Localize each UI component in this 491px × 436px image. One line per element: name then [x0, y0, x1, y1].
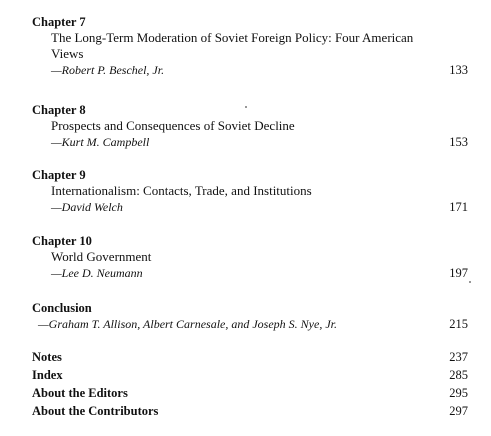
- back-matter-page-number: 297: [449, 404, 468, 418]
- toc-entry-chapter-10: [32, 233, 468, 282]
- chapter-title: Prospects and Consequences of Soviet Decline: [51, 118, 295, 133]
- back-matter-item-about-the-contributors: [32, 402, 468, 420]
- toc-entry-chapter-7: [32, 14, 468, 79]
- chapter-label: Chapter 10: [32, 234, 92, 248]
- back-matter-list: [32, 348, 468, 420]
- chapter-author: —Kurt M. Campbell: [51, 135, 150, 149]
- back-matter-item-about-the-editors: [32, 384, 468, 402]
- toc-entry-conclusion: [32, 300, 468, 333]
- chapter-author-row: [32, 316, 468, 333]
- chapter-label: Conclusion: [32, 301, 92, 315]
- scan-speck: [469, 281, 471, 283]
- chapter-label: Chapter 7: [32, 15, 86, 29]
- chapter-label: Chapter 8: [32, 103, 86, 117]
- back-matter-page-number: 285: [449, 368, 468, 382]
- chapter-author-row: [32, 265, 468, 282]
- chapter-author-row: [32, 134, 468, 151]
- back-matter-label: About the Editors: [32, 386, 128, 400]
- chapter-label: Chapter 9: [32, 168, 86, 182]
- chapter-page-number: 197: [449, 266, 468, 280]
- chapter-page-number: 215: [449, 317, 468, 331]
- chapter-author: —Robert P. Beschel, Jr.: [51, 63, 165, 77]
- chapter-title: World Government: [51, 249, 152, 264]
- chapter-author: —Lee D. Neumann: [51, 266, 143, 280]
- back-matter-item-index: [32, 366, 468, 384]
- back-matter-page-number: 295: [449, 386, 468, 400]
- back-matter-label: About the Contributors: [32, 404, 159, 418]
- chapter-page-number: 133: [449, 63, 468, 77]
- chapter-author: —Graham T. Allison, Albert Carnesale, and Joseph S. Nye, Jr.: [38, 317, 337, 331]
- toc-entry-chapter-8: [32, 102, 468, 151]
- chapter-page-number: 153: [449, 135, 468, 149]
- chapter-author: —David Welch: [51, 200, 123, 214]
- back-matter-page-number: 237: [449, 350, 468, 364]
- chapter-title: Internationalism: Contacts, Trade, and Institutions: [51, 183, 312, 198]
- chapter-title: The Long-Term Moderation of Soviet Foreign Policy: Four American Views: [51, 30, 414, 61]
- back-matter-label: Notes: [32, 350, 62, 364]
- chapter-author-row: [32, 62, 468, 79]
- chapter-author-row: [32, 199, 468, 216]
- back-matter-label: Index: [32, 368, 63, 382]
- scan-speck: [245, 106, 247, 108]
- back-matter-item-notes: [32, 348, 468, 366]
- toc-entry-chapter-9: [32, 167, 468, 216]
- chapter-page-number: 171: [449, 200, 468, 214]
